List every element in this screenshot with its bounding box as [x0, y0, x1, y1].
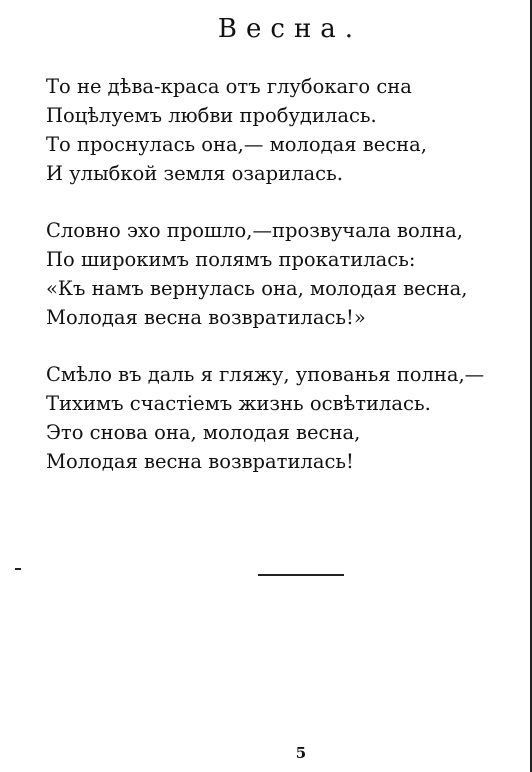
poem-line: Словно эхо прошло,—прозвучала волна, [46, 219, 463, 242]
end-divider [258, 574, 344, 576]
poem-line: Молодая весна возвратилась!» [46, 306, 366, 329]
stanza-2 [46, 216, 516, 332]
poem-line: Это снова она, молодая весна, [46, 421, 361, 444]
poem-line: Тихимъ счастіемъ жизнь освѣтилась. [46, 392, 431, 415]
poem-line: «Къ намъ вернулась она, молодая весна, [46, 277, 468, 300]
poem-line: Поцѣлуемъ любви пробудилась. [46, 104, 377, 127]
poem-line: И улыбкой земля озарилась. [46, 162, 343, 185]
poem-line: По широкимъ полямъ прокатилась: [46, 248, 416, 271]
stanza-3 [46, 360, 516, 476]
poem-line: Молодая весна возвратилась! [46, 450, 354, 473]
poem-line: То проснулась она,— молодая весна, [46, 133, 427, 156]
poem-line: Смѣло въ даль я гляжу, упованья полна,— [46, 363, 485, 386]
stanza-1 [46, 72, 516, 188]
page-number: 5 [295, 744, 307, 762]
poem-line: То не дѣва-краса отъ глубокаго сна [46, 75, 412, 98]
poem-title: Весна. [217, 14, 363, 44]
margin-mark [15, 568, 21, 570]
